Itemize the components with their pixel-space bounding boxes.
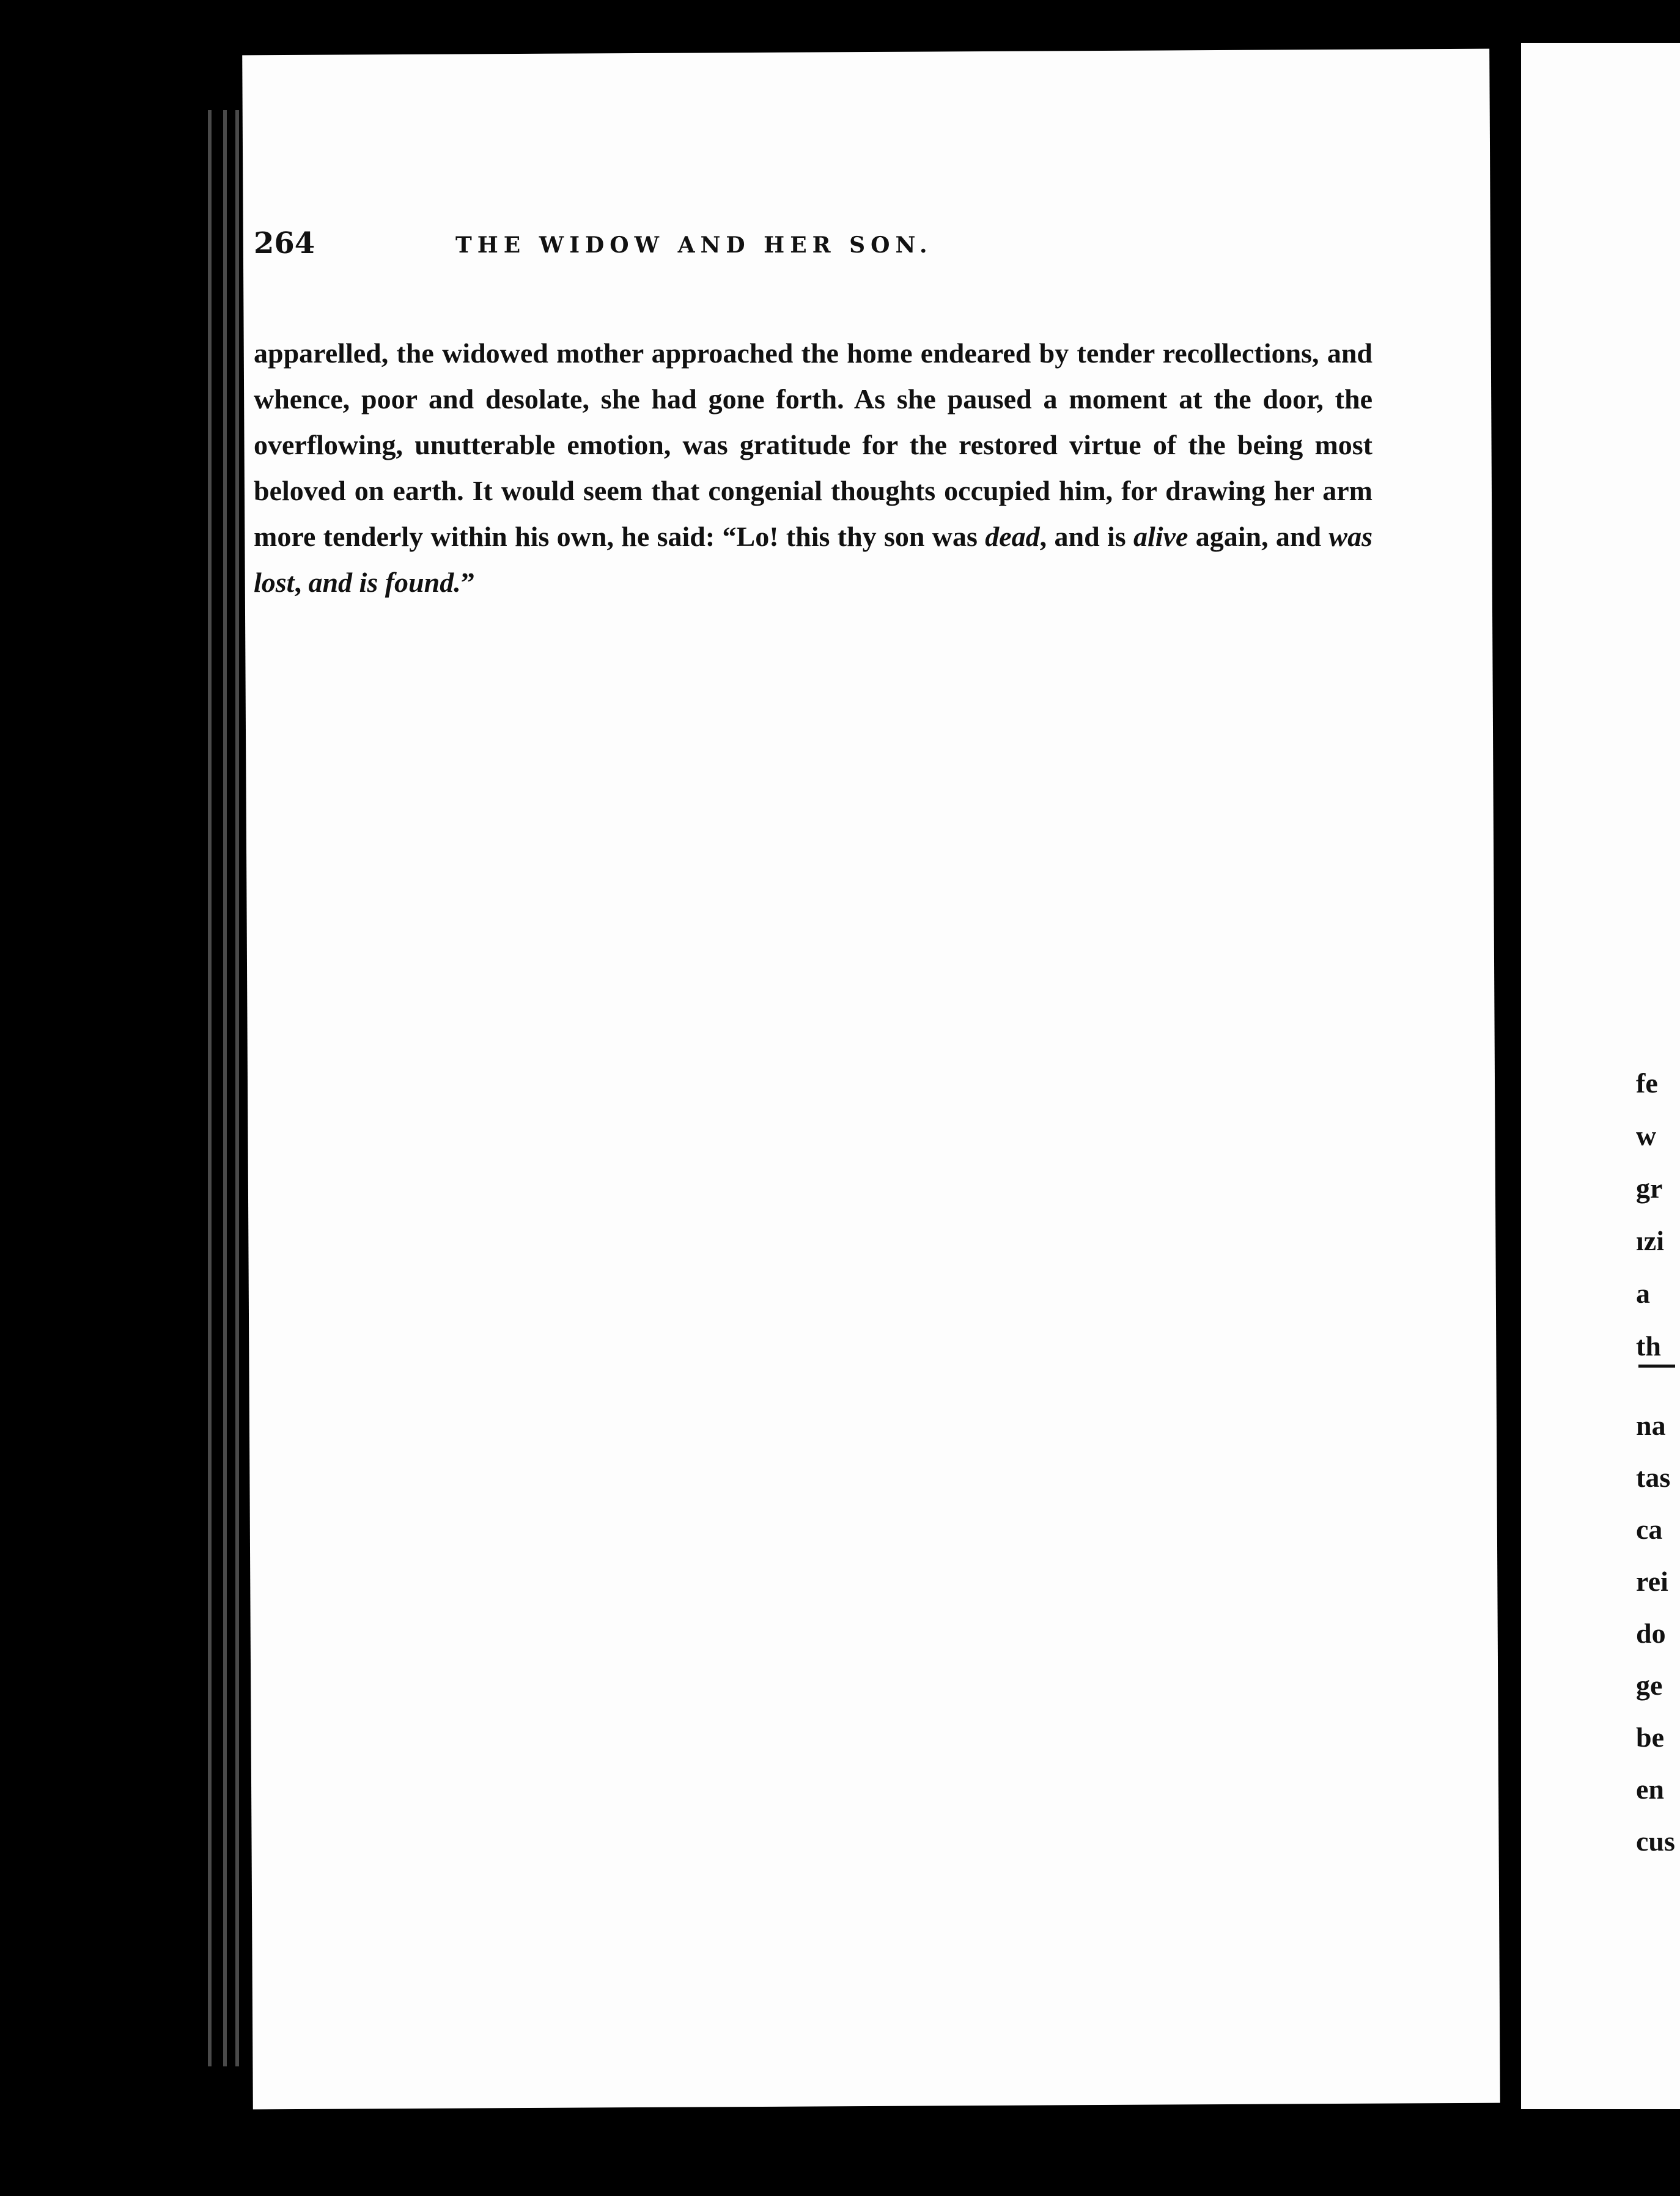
page-edge-stripe: [208, 110, 212, 2066]
page-body: [254, 330, 1372, 605]
text-run: ,: [294, 567, 309, 598]
text-fragment: ge: [1636, 1670, 1663, 1701]
text-fragment: ca: [1636, 1514, 1663, 1545]
text-fragment: w: [1636, 1120, 1657, 1151]
text-fragment: do: [1636, 1618, 1666, 1649]
text-run: apparelled, the widowed mother approached the home endeared by tender recollections, and whence, poor and desolate, she had gone forth. As she paused a moment at the door, the overflowing, unutterable emotion, was gratitude for the restored virtue of the being most beloved on earth. It would seem that congenial thoughts occupied him, for drawing her arm more tenderly within his own, he said: “Lo! this thy son was: [254, 337, 1372, 552]
page-edge-stripe: [235, 110, 239, 2066]
text-run-italic: dead: [985, 521, 1040, 552]
text-fragment: a: [1636, 1278, 1650, 1309]
text-run: , and is: [1039, 521, 1133, 552]
text-fragment: rei: [1636, 1566, 1668, 1597]
text-fragment: en: [1636, 1774, 1664, 1805]
paragraph: [254, 330, 1372, 605]
text-fragment: th: [1636, 1330, 1661, 1361]
text-fragment: na: [1636, 1410, 1666, 1441]
text-fragment: ızi: [1636, 1225, 1664, 1256]
page-edge-stripe: [223, 110, 227, 2066]
text-fragment: cus: [1636, 1826, 1675, 1857]
text-fragment: be: [1636, 1722, 1664, 1753]
text-fragment: fe: [1636, 1067, 1658, 1099]
text-run: again, and: [1188, 521, 1329, 552]
text-run-italic: and is found.: [308, 567, 461, 598]
page-number: 264: [254, 226, 315, 260]
text-fragment: gr: [1636, 1173, 1663, 1204]
text-run-italic: alive: [1133, 521, 1188, 552]
text-run: ”: [460, 567, 475, 598]
text-fragment: tas: [1636, 1462, 1671, 1493]
text-run-italic: was lost: [254, 521, 1373, 598]
section-rule: [1638, 1365, 1675, 1368]
running-title: THE WIDOW AND HER SON.: [455, 232, 933, 258]
